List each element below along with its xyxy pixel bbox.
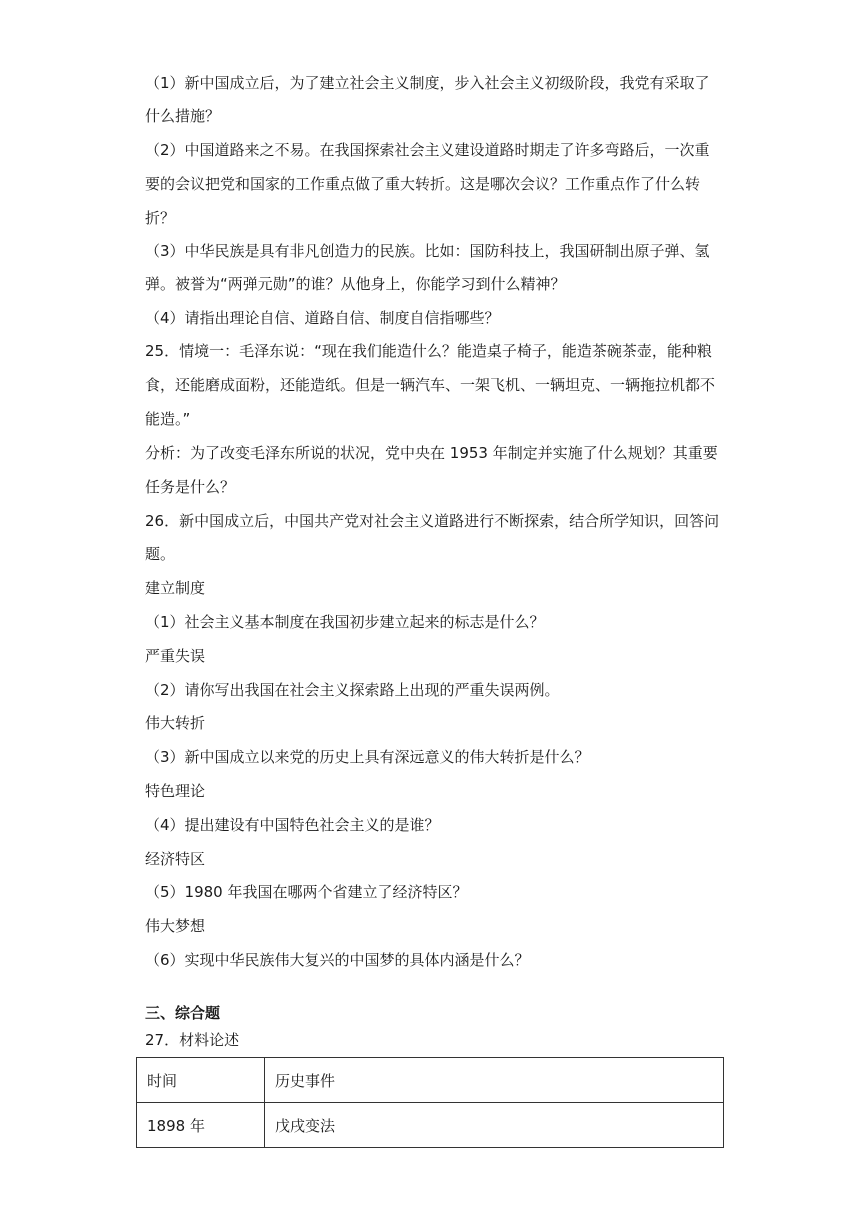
q26-line2: 题。	[145, 545, 176, 563]
q26-part6: （6）实现中华民族伟大复兴的中国梦的具体内涵是什么？	[145, 951, 530, 969]
q24-part4-line1: （4）请指出理论自信、道路自信、制度自信指哪些？	[145, 309, 500, 327]
q25-analysis-line2: 任务是什么？	[145, 478, 236, 496]
material-table	[136, 1057, 724, 1148]
q26-subheading-4: 特色理论	[145, 782, 206, 800]
table-header-cell: 历史事件	[265, 1058, 724, 1103]
q25-analysis-line1: 分析：为了改变毛泽东所说的状况，党中央在 1953 年制定并实施了什么规划？其重要	[145, 444, 718, 462]
table-header-row	[137, 1058, 724, 1103]
table-cell: 1898 年	[137, 1103, 265, 1148]
q24-part1-line1: （1）新中国成立后，为了建立社会主义制度，步入社会主义初级阶段，我党有采取了	[145, 74, 710, 92]
q24-part2-line3: 折？	[145, 209, 176, 227]
q24-part2-line2: 要的会议把党和国家的工作重点做了重大转折。这是哪次会议？工作重点作了什么转	[145, 175, 701, 193]
section-heading: 三、综合题	[145, 1004, 221, 1022]
q26-part2: （2）请你写出我国在社会主义探索路上出现的严重失误两例。	[145, 681, 560, 699]
table-header-cell: 时间	[137, 1058, 265, 1103]
q24-part2-line1: （2）中国道路来之不易。在我国探索社会主义建设道路时期走了许多弯路后，一次重	[145, 141, 710, 159]
q27-title: 27．材料论述	[145, 1031, 240, 1049]
q26-subheading-5: 经济特区	[145, 850, 206, 868]
q26-line1: 26．新中国成立后，中国共产党对社会主义道路进行不断探索，结合所学知识，回答问	[145, 512, 720, 530]
q26-part4: （4）提出建设有中国特色社会主义的是谁？	[145, 816, 440, 834]
q26-part3: （3）新中国成立以来党的历史上具有深远意义的伟大转折是什么？	[145, 748, 590, 766]
q24-part1-line2: 什么措施？	[145, 107, 221, 125]
q26-part5: （5）1980 年我国在哪两个省建立了经济特区？	[145, 883, 468, 901]
q26-subheading-3: 伟大转折	[145, 714, 206, 732]
q24-part3-line1: （3）中华民族是具有非凡创造力的民族。比如：国防科技上，我国研制出原子弹、氢	[145, 242, 710, 260]
table-cell: 戊戌变法	[265, 1103, 724, 1148]
q25-line1: 25．情境一：毛泽东说：“现在我们能造什么？能造桌子椅子，能造茶碗茶壶，能种粮	[145, 342, 712, 360]
q24-part3-line2: 弹。被誉为“两弹元勋”的谁？从他身上，你能学习到什么精神？	[145, 275, 566, 293]
q26-subheading-1: 建立制度	[145, 579, 206, 597]
q25-line2: 食，还能磨成面粉，还能造纸。但是一辆汽车、一架飞机、一辆坦克、一辆拖拉机都不	[145, 376, 716, 394]
q26-part1: （1）社会主义基本制度在我国初步建立起来的标志是什么？	[145, 613, 545, 631]
q26-subheading-6: 伟大梦想	[145, 917, 206, 935]
q25-line3: 能造。”	[145, 410, 191, 428]
q26-subheading-2: 严重失误	[145, 647, 206, 665]
table-row	[137, 1103, 724, 1148]
